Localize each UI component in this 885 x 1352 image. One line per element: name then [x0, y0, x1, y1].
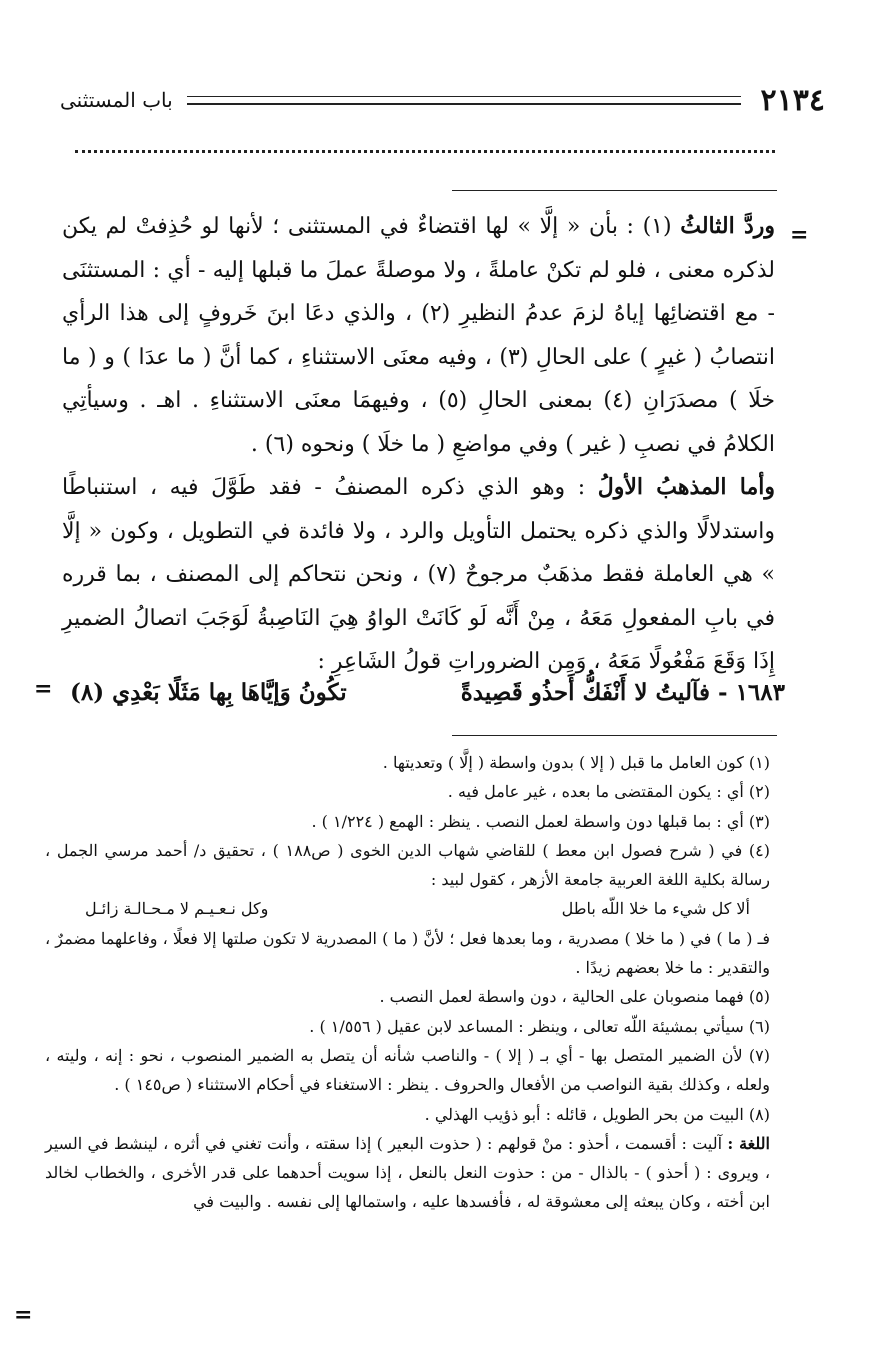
lugha-label: اللغة : [727, 1133, 770, 1153]
poem-second-hemistich: وكل نـعـيـم لا مـحـالـة زائـل [85, 899, 269, 919]
dotted-divider [75, 150, 775, 153]
footnotes [45, 748, 770, 1217]
margin-equals-mark: = [790, 222, 809, 248]
page-header [60, 80, 825, 120]
footnote-3: (٣) أي : بما قبلها دون واسطة لعمل النصب . ينظر : الهمع ( ١/٢٢٤ ) . [311, 811, 770, 831]
footnote-5: (٥) فهما منصوبان على الحالية ، دون واسطة لعمل النصب . [379, 987, 770, 1007]
paragraph-1 [62, 205, 775, 466]
paragraph-2-lead: وأما المذهبُ الأولُ [597, 474, 775, 500]
margin-equals-mark: = [14, 1302, 33, 1328]
verse-second-hemistich: تكُونُ وَإيَّاهَا بِها مَثَلًا بَعْدِي (٨) [70, 678, 347, 706]
footnote-1: (١) كون العامل ما قبل ( إلا ) بدون واسطة ( إلَّا ) وتعديتها . [382, 753, 770, 772]
text-separator-line [452, 190, 777, 191]
footnote-4: (٤) في ( شرح فصول ابن معط ) للقاضي شهاب الدين الخوى ( ص١٨٨ ) ، تحقيق د/ أحمد مرسي الجمل ، رسالة بكلية اللغة العربية جامعة الأزهر ، كقول لبيد : [45, 840, 771, 890]
footnote-4-poem [45, 894, 770, 923]
footnote-8: (٨) البيت من بحر الطويل ، قائله : أبو ذؤيب الهذلي . [424, 1104, 770, 1124]
footnote-4-continuation: فـ ( ما ) في ( ما خلا ) مصدرية ، وما بعدها فعل ؛ لأنَّ ( ما ) المصدرية لا تكون صلتها إلا فعلًا ، وفاعلهما مضمرٌ ، والتقدير : ما خلا بعضهم زيدًا . [45, 928, 771, 978]
footnote-6: (٦) سيأتي بمشيئة اللّه تعالى ، وينظر : المساعد لابن عقيل ( ١/٥٥٦ ) . [309, 1016, 770, 1036]
running-title: باب المستثنى [60, 88, 173, 112]
poem-first-hemistich: ألا كل شيء ما خلا اللّه باطل [561, 899, 750, 919]
main-text [62, 205, 775, 684]
verse-first-hemistich [461, 679, 785, 706]
verse-line [70, 672, 785, 712]
margin-equals-mark: = [34, 676, 53, 702]
verse-first-text: فآليتُ لا أَنْفَكُّ أَحذُو قَصِيدةً [460, 678, 710, 706]
paragraph-2-text: : وهو الذي ذكره المصنفُ - فقد طَوَّلَ فيه ، استنباطًا واستدلالًا والذي ذكره يحتمل التأويل والرد ، ولا فائدة في التطويل ، وكون « إلَّا » هي العاملة فقط مذهَبٌ مرجوحٌ (٧) ، ونحن نتحاكم إلى المصنف ، بما قرره في بابِ المفعولِ مَعَهُ ، مِنْ أَنَّه لَو كَانَتْ الواوُ هِيَ النَاصِبةُ لَوَجَبَ اتصالُ الضميرِ إِذَا وَقَعَ مَفْعُولًا مَعَهُ ، وَمِن الضروراتِ قولُ الشَاعِرِ : [62, 475, 775, 674]
footnote-8-lugha [45, 1129, 770, 1217]
footnote-2: (٢) أي : يكون المقتضى ما بعده ، غير عامل فيه . [447, 782, 770, 802]
paragraph-1-text: (١) : بأن « إلَّا » لها اقتضاءٌ في المستثنى ؛ لأنها لو حُذِفتْ لم يكن لذكره معنى ، فلو لم تكنْ عاملةً ، ولا موصلةً عملَ ما قبلها إليه - أي : المستثنَى - مع اقتضائِها إياهُ لزمَ عدمُ النظيرِ (٢) ، والذي دعَا ابنَ خَروفٍ إلى هذا الرأي انتصابُ ( غيرٍ ) على الحالِ (٣) ، وفيه معنَى الاستثناءِ ، كما أنَّ ( ما عدَا ) و ( ما خلَا ) مصدَرَانِ (٤) بمعنى الحالِ (٥) ، وفيهمَا معنَى الاستثناءِ . اهـ . وسيأتِي الكلامُ في نصبِ ( غير ) وفي مواضعِ ( ما خلَا ) ونحوه (٦) . [62, 214, 776, 457]
header-rule [187, 96, 741, 105]
footnote-7: (٧) لأن الضمير المتصل بها - أي بـ ( إلا ) - والناصب شأنه أن يتصل به الضمير المنصوب ، نحو : إنه ، وليته ، ولعله ، وكذلك بقية النواصب من الأفعال والحروف . ينظر : الاستغناء في أحكام الاستثناء ( ص١٤٥ ) . [45, 1045, 770, 1095]
page-number: ٢١٣٤ [760, 82, 825, 118]
paragraph-1-lead: وردَّ الثالثُ [680, 213, 776, 239]
footnote-separator-line [452, 735, 777, 736]
lugha-text: آليت : أقسمت ، أحذو : منْ قولهم : ( حذوت البعير ) إذا سقته ، وأنت تغني في أثره ، لينشط في السير ، ويروى : ( أحذو ) - بالذال - من : حذوت النعل بالنعل ، إذا سويت أحدهما على قدر الأخرى ، والخطاب لخالد ابن أخته ، وكان يبعثه إلى معشوقة له ، فأفسدها عليه ، واستمالها إلى نفسه . والبيت في [45, 1133, 770, 1212]
paragraph-2 [62, 466, 775, 684]
verse-number: ١٦٨٣ - [718, 678, 785, 706]
